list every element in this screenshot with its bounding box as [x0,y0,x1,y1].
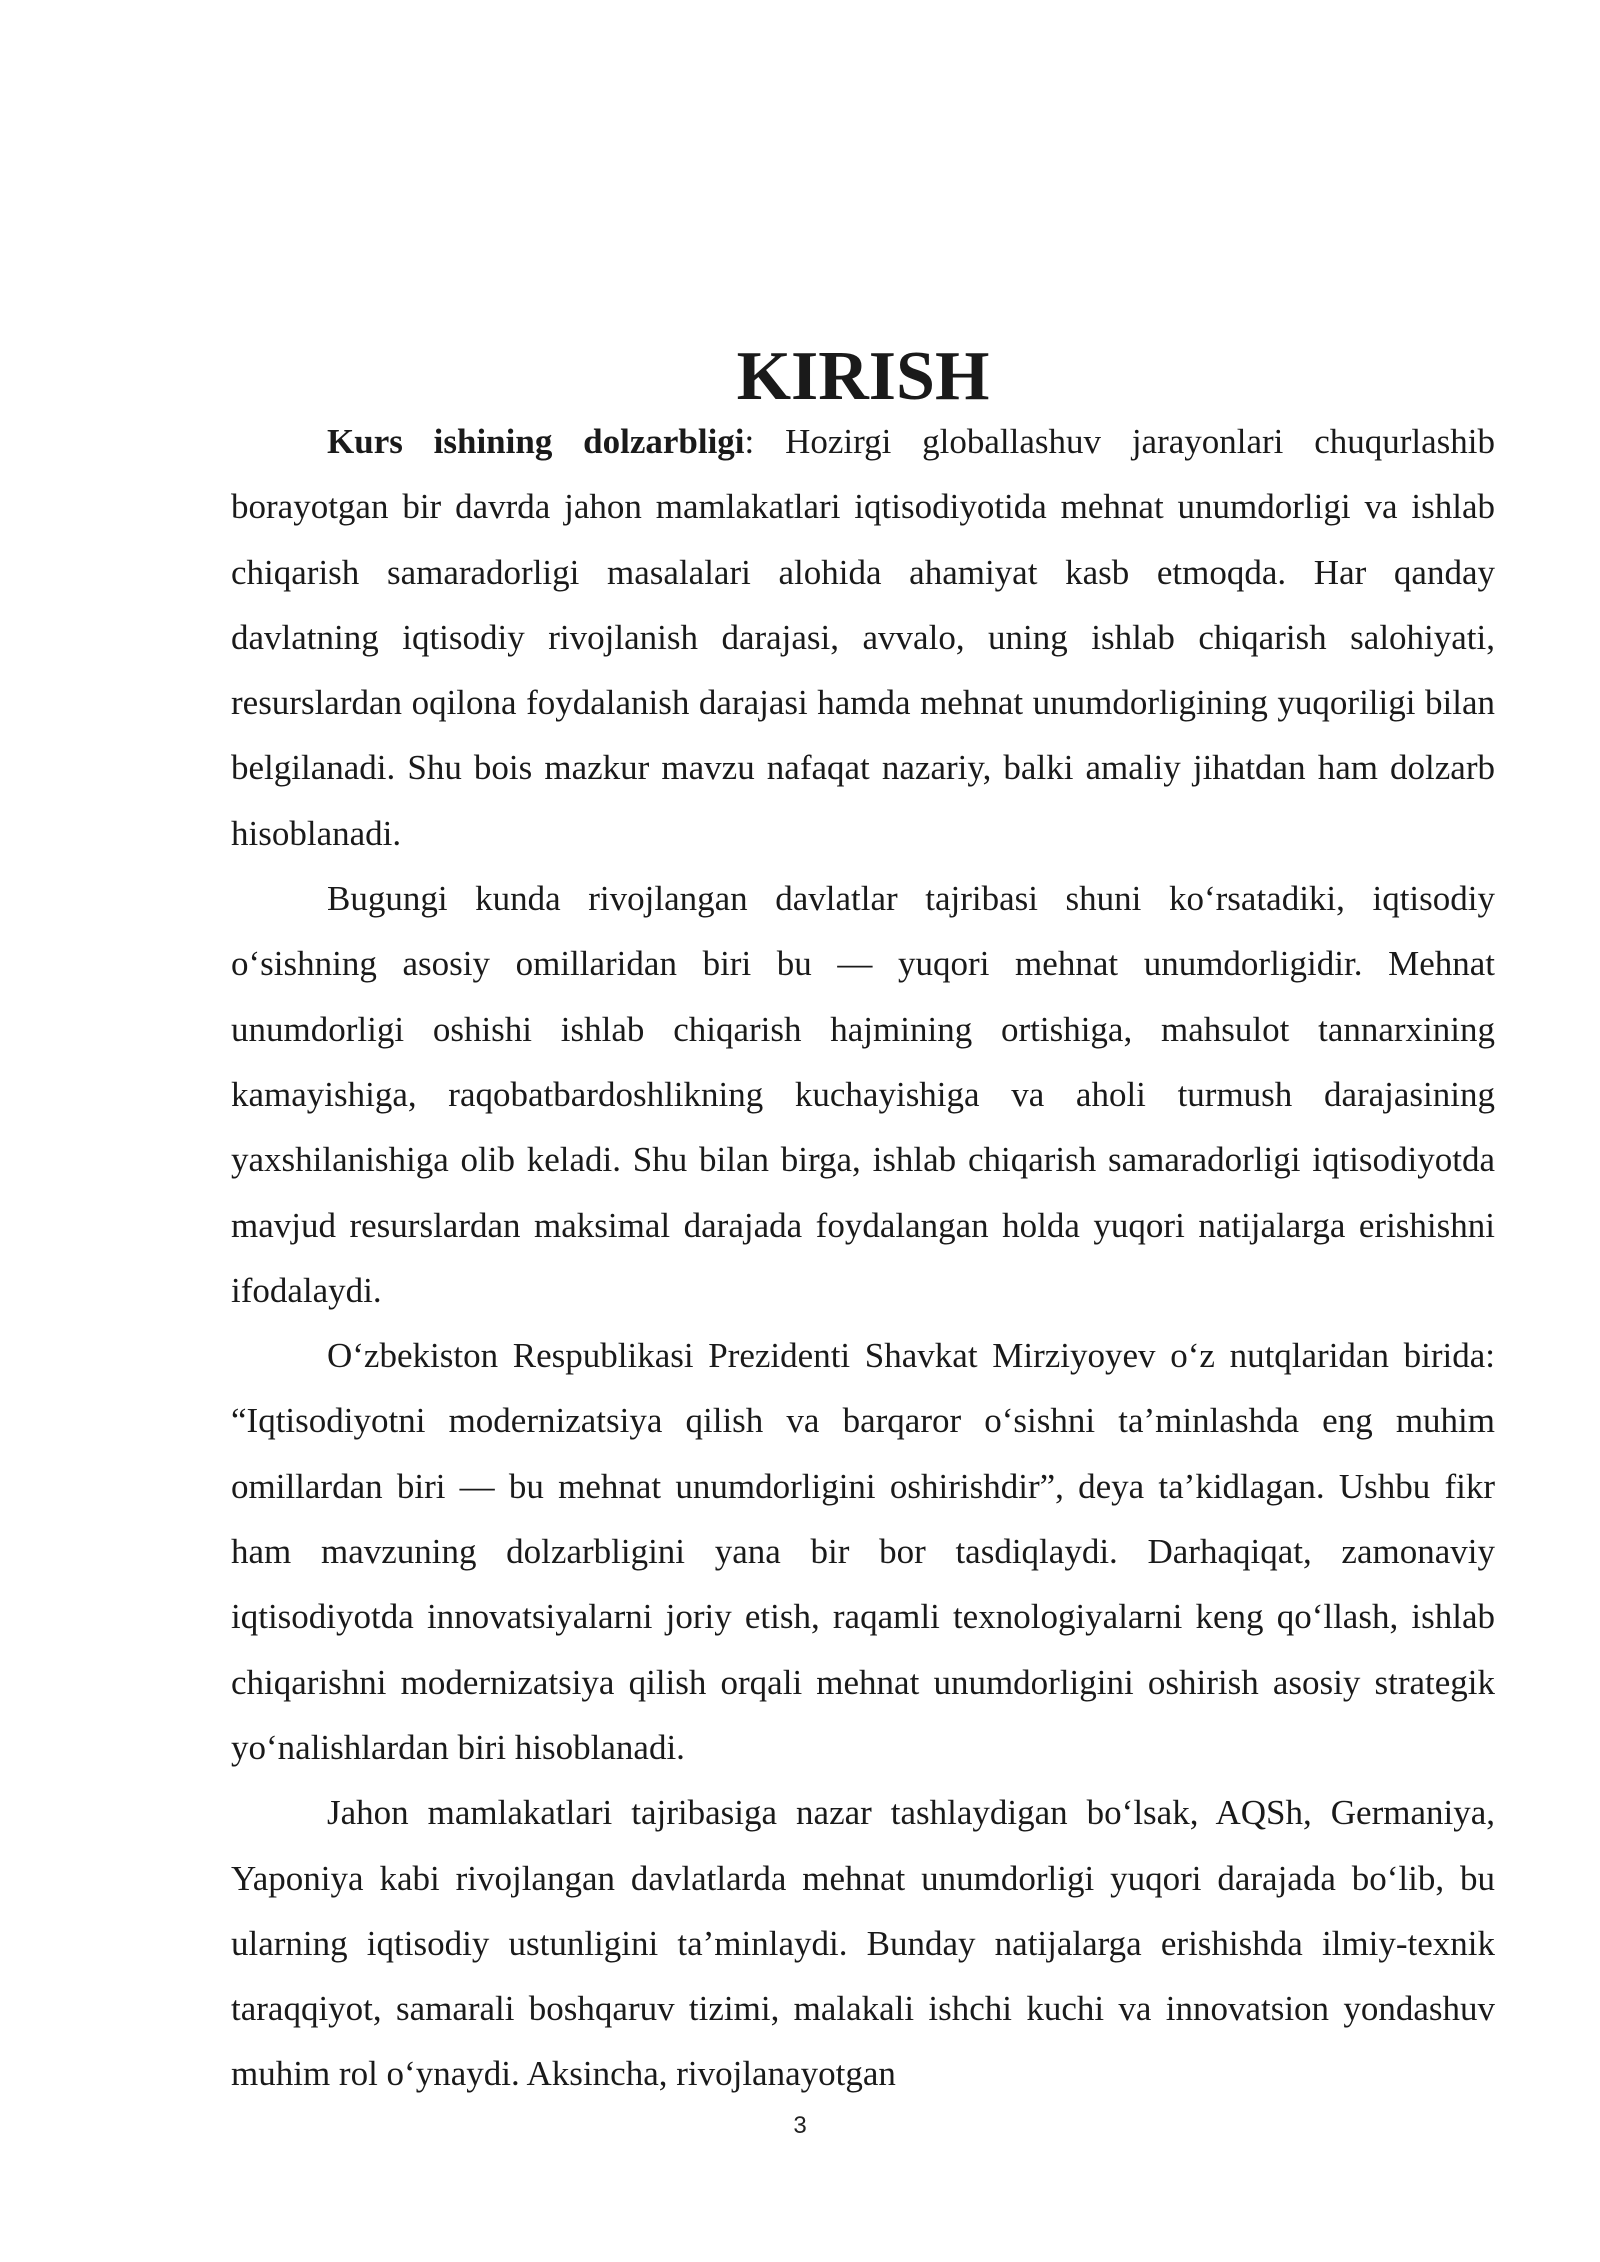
relevance-lead: Kurs ishining dolzarbligi [327,422,745,461]
section-heading: KIRISH [736,338,990,415]
paragraph-developed-countries: Bugungi kunda rivojlangan davlatlar tajribasi shuni ko‘rsatadiki, iqtisodiy o‘sishning asosiy omillaridan biri bu — yuqori mehnat unumdorligidir. Mehnat unumdorligi oshishi ishlab chiqarish hajmining ortishiga, mahsulot tannarxining kamayishiga, raqobatbardoshlikning kuchayishiga va aholi turmush darajasining yaxshilanishiga olib keladi. Shu bilan birga, ishlab chiqarish samaradorligi iqtisodiyotda mavjud resurslardan maksimal darajada foydalangan holda yuqori natijalarga erishishni ifodalaydi. [231,879,1495,1310]
page-body [231,338,1496,2107]
paragraph-world-experience: Jahon mamlakatlari tajribasiga nazar tashlaydigan bo‘lsak, AQSh, Germaniya, Yaponiya kabi rivojlangan davlatlarda mehnat unumdorligi yuqori darajada bo‘lib, bu ularning iqtisodiy ustunligini ta’minlaydi. Bunday natijalarga erishishda ilmiy-texnik taraqqiyot, samarali boshqaruv tizimi, malakali ishchi kuchi va innovatsion yondashuv muhim rol o‘ynaydi. Aksincha, rivojlanayotgan [231,1793,1495,2094]
relevance-text: : Hozirgi globallashuv jarayonlari chuqurlashib borayotgan bir davrda jahon mamlakatlari iqtisodiyotida mehnat unumdorligi va ishlab chiqarish samaradorligi masalalari alohida ahamiyat kasb etmoqda. Har qanday davlatning iqtisodiy rivojlanish darajasi, avvalo, uning ishlab chiqarish salohiyati, resurslardan oqilona foydalanish darajasi hamda mehnat unumdorligining yuqoriligi bilan belgilanadi. Shu bois mazkur mavzu nafaqat nazariy, balki amaliy jihatdan ham dolzarb hisoblanadi. [231,422,1496,853]
page-number: 3 [793,2112,807,2139]
paragraph-relevance [231,409,1495,866]
paragraph-president-quote: O‘zbekiston Respublikasi Prezidenti Shavkat Mirziyoyev o‘z nutqlaridan birida: “Iqtisodiyotni modernizatsiya qilish va barqaror o‘sishni ta’minlashda eng muhim omillardan biri — bu mehnat unumdorligini oshirishdir”, deya ta’kidlagan. Ushbu fikr ham mavzuning dolzarbligini yana bir bor tasdiqlaydi. Darhaqiqat, zamonaviy iqtisodiyotda innovatsiyalarni joriy etish, raqamli texnologiyalarni keng qo‘llash, ishlab chiqarishni modernizatsiya qilish orqali mehnat unumdorligini oshirish asosiy strategik yo‘nalishlardan biri hisoblanadi. [231,1336,1495,1767]
